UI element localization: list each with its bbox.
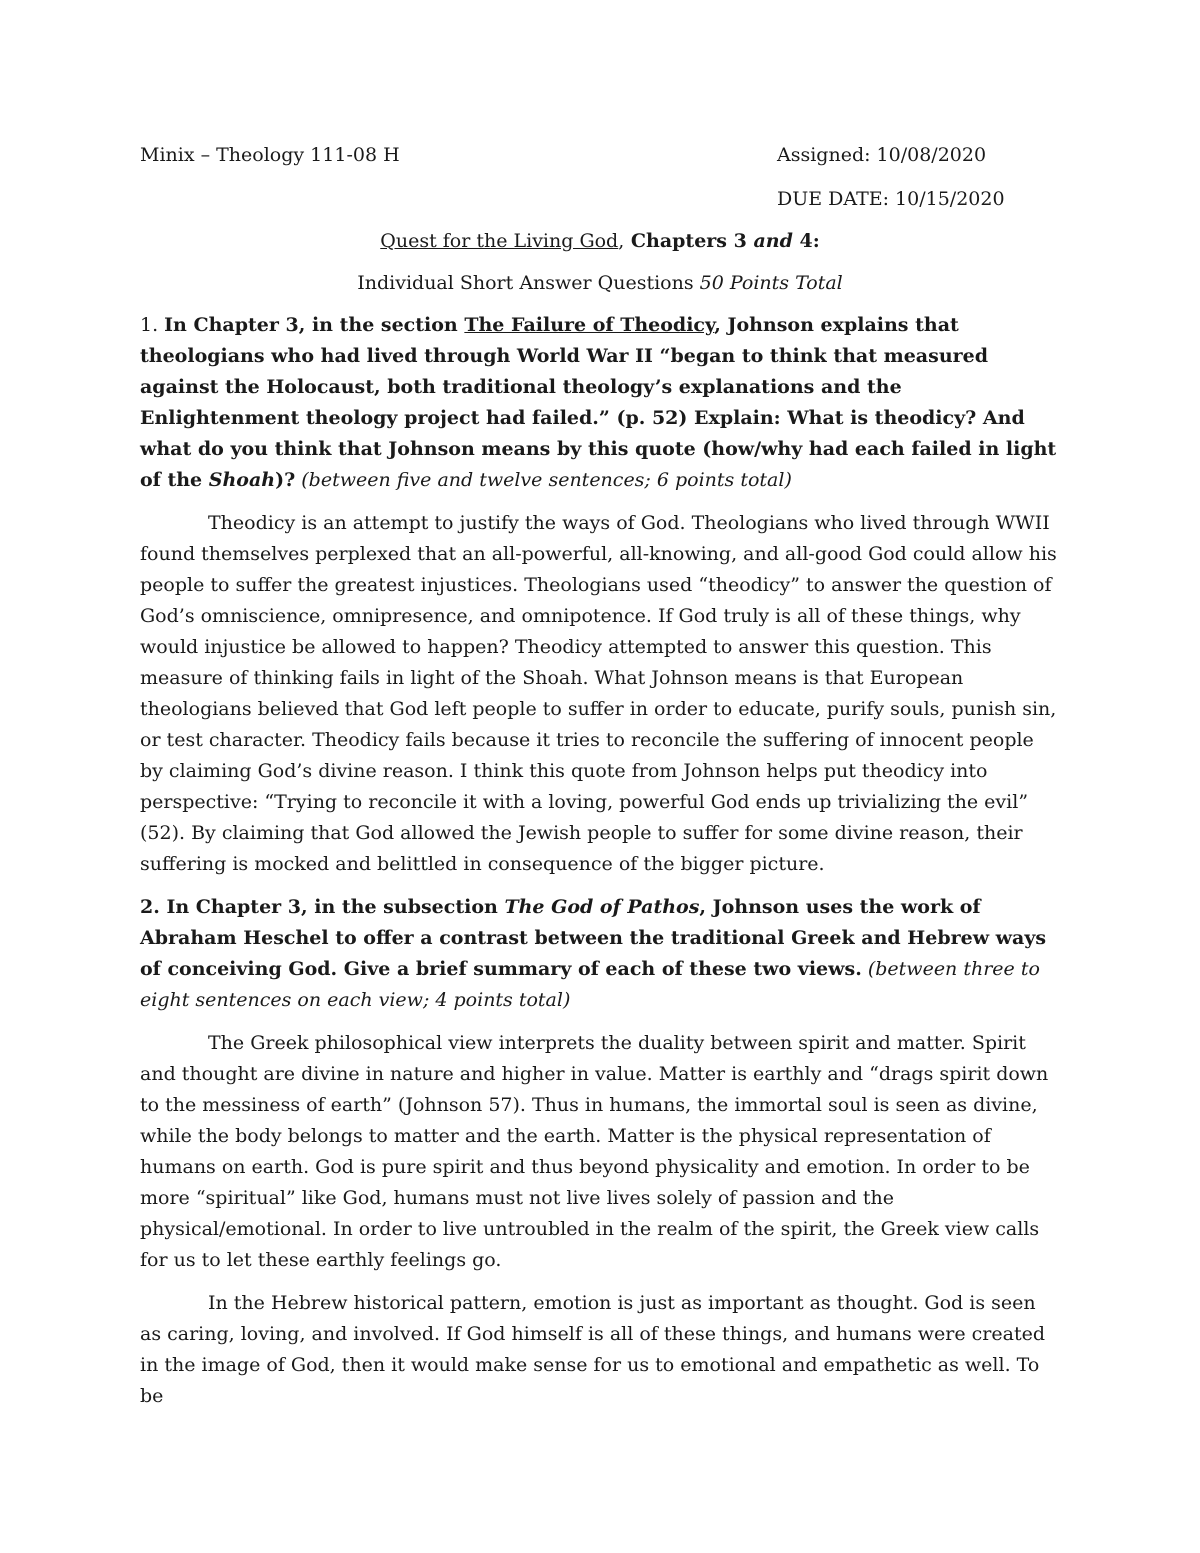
answer-1: Theodicy is an attempt to justify the ways of God. Theologians who lived through WWII found themselves perplexed that an all-powerful, all-knowing, and all-good God could allow his people to suffer the greatest injustices. Theologians used “theodicy” to answer the question of God’s omniscience, omnipresence, and omnipotence. If God truly is all of these things, why would injustice be allowed to happen? Theodicy attempted to answer this question. This measure of thinking fails in light of the Shoah. What Johnson means is that European theologians believed that God left people to suffer in order to educate, purify souls, punish sin, or test character. Theodicy fails because it tries to reconcile the suffering of innocent people by claiming God’s divine reason. I think this quote from Johnson helps put theodicy into perspective: “Trying to reconcile it with a loving, powerful God ends up trivializing the evil” (52). By claiming that God allowed the Jewish people to suffer for some divine reason, their suffering is mocked and belittled in consequence of the bigger picture. bbox=[140, 512, 1057, 875]
document-page bbox=[140, 140, 1060, 1412]
question-2-section: The God of Pathos bbox=[504, 896, 700, 918]
title-chapter-four: 4: bbox=[792, 230, 820, 252]
question-2 bbox=[140, 892, 1060, 1016]
book-title: Quest for the Living God bbox=[380, 230, 619, 252]
answer-2-hebrew: In the Hebrew historical pattern, emotion is just as important as thought. God is seen as caring, loving, and involved. If God himself is all of these things, and humans were created in the image of God, then it would make sense for us to emotional and empathetic as well. To be bbox=[140, 1292, 1045, 1407]
subtitle-text: Individual Short Answer Questions bbox=[357, 272, 700, 294]
title-and: and bbox=[753, 230, 793, 252]
header-line-2 bbox=[140, 184, 1060, 214]
question-2-note: (between three to eight sentences on each view; 4 points total) bbox=[140, 958, 1040, 1011]
course-label: Minix – Theology 111-08 H bbox=[140, 144, 400, 166]
page-title bbox=[140, 226, 1060, 256]
question-1-shoah: Shoah bbox=[208, 469, 276, 491]
subtitle-points: 50 Points Total bbox=[699, 272, 843, 294]
question-1-part1: In Chapter 3, in the section bbox=[164, 314, 465, 336]
question-2-part1: In Chapter 3, in the subsection bbox=[166, 896, 505, 918]
question-2-number: 2. bbox=[140, 896, 167, 918]
answer-2-greek: The Greek philosophical view interprets the duality between spirit and matter. Spirit and thought are divine in nature and higher in value. Matter is earthly and “drags spirit down to the messiness of earth” (Johnson 57). Thus in humans, the immortal soul is seen as divine, while the body belongs to matter and the earth. Matter is the physical representation of humans on earth. God is pure spirit and thus beyond physicality and emotion. In order to be more “spiritual” like God, humans must not live lives solely of passion and the physical/emotional. In order to live untroubled in the realm of the spirit, the Greek view calls for us to let these earthly feelings go. bbox=[140, 1032, 1049, 1271]
question-1-note: (between five and twelve sentences; 6 points total) bbox=[295, 469, 792, 491]
question-1 bbox=[140, 310, 1060, 496]
title-comma: , bbox=[618, 230, 625, 252]
question-2-part2: , Johnson uses the work of Abraham Heschel to offer a contrast between the traditional Greek and Hebrew ways of conceiving God. Give a brief summary of each of these two views. bbox=[140, 896, 1047, 980]
page-subtitle bbox=[140, 268, 1060, 298]
title-chapters: Chapters 3 bbox=[624, 230, 754, 252]
question-1-part2: , Johnson explains that theologians who had lived through World War II “began to think that measured against the Holocaust, both traditional theology’s explanations and the Enlightenment theology project had failed.” (p. 52) Explain: What is theodicy? And what do you think that Johnson means by this quote (how/why had each failed in light of the bbox=[140, 314, 1057, 491]
header-line-1 bbox=[140, 140, 1060, 170]
question-1-number: 1. bbox=[140, 314, 165, 336]
question-1-section: The Failure of Theodicy bbox=[464, 314, 715, 336]
due-date: DUE DATE: 10/15/2020 bbox=[777, 188, 1005, 210]
assigned-date: Assigned: 10/08/2020 bbox=[777, 144, 987, 166]
question-1-part3: )? bbox=[275, 469, 296, 491]
